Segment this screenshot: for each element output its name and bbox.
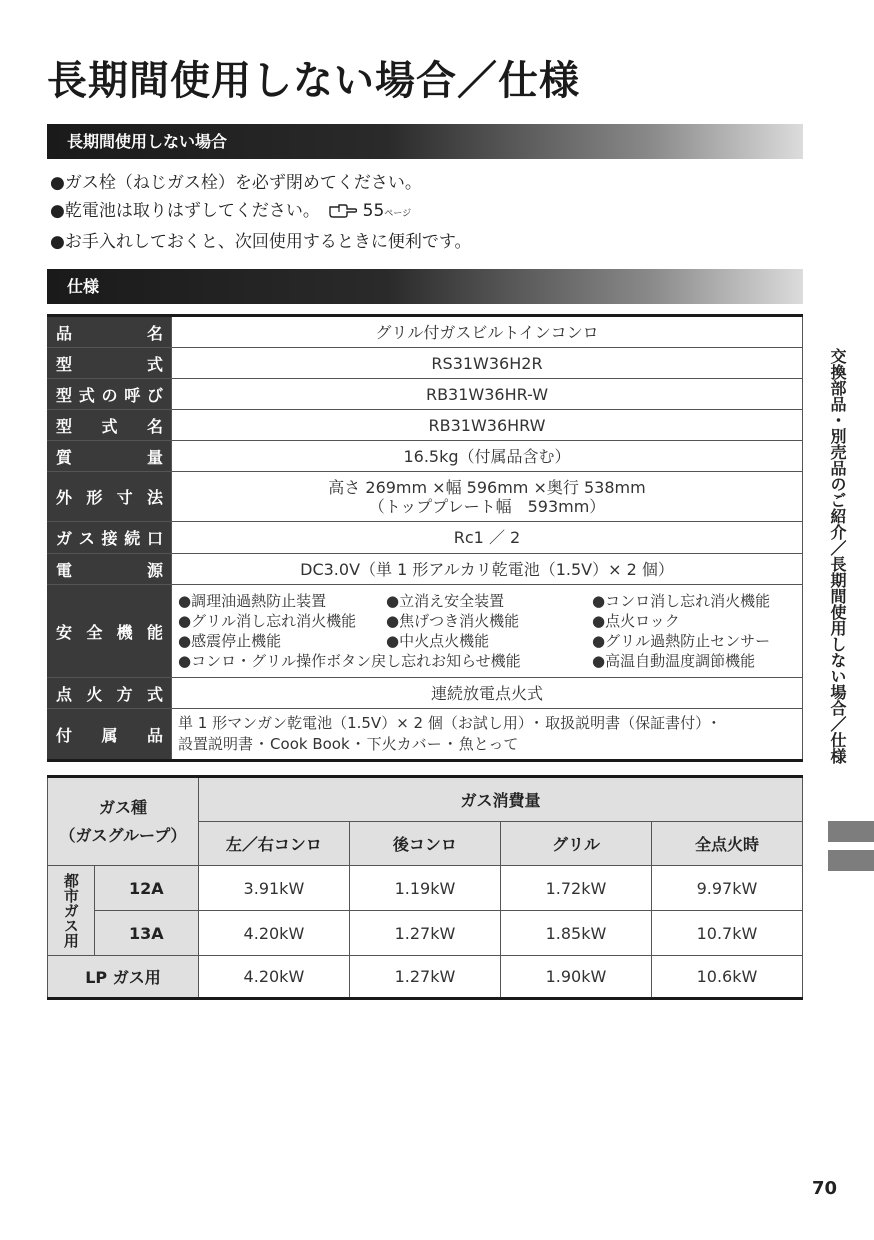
spec-label: 型 式 — [47, 348, 172, 379]
spec-label: 点 火 方 式 — [47, 678, 172, 709]
spec-row-model-name — [47, 410, 803, 441]
spec-row-gas-connection — [47, 522, 803, 554]
spec-row-accessories — [47, 709, 803, 761]
dimensions-line: 高さ 269mm ×幅 596mm ×奥行 538mm — [328, 477, 646, 497]
column-header-all-burners: 全点火時 — [651, 822, 802, 866]
table-cell: 1.19kW — [349, 866, 500, 911]
spec-value: 連続放電点火式 — [172, 678, 803, 709]
spec-row-weight — [47, 441, 803, 472]
spec-value: RS31W36H2R — [172, 348, 803, 379]
table-cell: 1.90kW — [500, 956, 651, 999]
gas-group-lp: LP ガス用 — [48, 956, 199, 999]
table-cell: 10.7kW — [651, 911, 802, 956]
page-title: 長期間使用しない場合／仕様 — [47, 58, 580, 104]
spec-row-safety-features — [47, 585, 803, 678]
safety-feature: ●立消え安全装置 — [386, 592, 505, 610]
section-heading-long-term: 長期間使用しない場合 — [47, 124, 803, 159]
gas-consumption-table — [47, 775, 803, 1000]
gas-header-row — [48, 777, 803, 822]
bullet-maintenance: ●お手入れしておくと、次回使用するときに便利です。 — [50, 232, 472, 252]
spec-label: 型 式 の 呼 び — [47, 379, 172, 410]
safety-feature: ●コンロ・グリル操作ボタン戻し忘れお知らせ機能 — [178, 652, 521, 670]
table-cell: 9.97kW — [651, 866, 802, 911]
spec-row-product-name — [47, 316, 803, 348]
bullet-close-gas-valve: ●ガス栓（ねじガス栓）を必ず閉めてください。 — [50, 173, 422, 193]
table-cell: 10.6kW — [651, 956, 802, 999]
spec-value: Rc1 ／ 2 — [172, 522, 803, 554]
spec-value: DC3.0V（単 1 形アルカリ乾電池（1.5V）× 2 個） — [172, 554, 803, 585]
gas-consumption-header: ガス消費量 — [198, 777, 802, 822]
table-cell: 1.27kW — [349, 956, 500, 999]
spec-label: 型 式 名 — [47, 410, 172, 441]
spec-label: 付 属 品 — [47, 709, 172, 761]
gas-type-header: ガス種 （ガスグループ） — [48, 777, 199, 866]
accessories-line: 設置説明書 ･ Cook Book ･ 下火カバー ･ 魚とって — [178, 735, 519, 753]
table-cell: 1.72kW — [500, 866, 651, 911]
bullet-remove-batteries-text: ●乾電池は取りはずしてください。 — [50, 201, 320, 221]
spec-label: ガ ス 接 続 口 — [47, 522, 172, 554]
spec-label: 外 形 寸 法 — [47, 472, 172, 522]
spec-table — [47, 314, 803, 762]
spec-value — [172, 472, 803, 522]
spec-label: 質 量 — [47, 441, 172, 472]
gas-group-13a: 13A — [94, 911, 198, 956]
spec-value: RB31W36HRW — [172, 410, 803, 441]
section-heading-spec: 仕様 — [47, 269, 803, 304]
chapter-tab-mark — [828, 850, 874, 871]
page-number: 70 — [812, 1178, 838, 1199]
accessories-line: 単 1 形マンガン乾電池（1.5V）× 2 個（お試し用）･ 取扱説明書（保証書付）･ — [178, 714, 718, 732]
safety-feature: ●焦げつき消火機能 — [386, 612, 520, 630]
pointing-hand-icon — [329, 204, 357, 218]
spec-value: グリル付ガスビルトインコンロ — [172, 316, 803, 348]
table-cell: 3.91kW — [198, 866, 349, 911]
spec-label: 品 名 — [47, 316, 172, 348]
table-row — [48, 866, 803, 911]
spec-row-ignition — [47, 678, 803, 709]
table-cell: 4.20kW — [198, 911, 349, 956]
table-cell: 1.27kW — [349, 911, 500, 956]
column-header-left-right-burner: 左／右コンロ — [198, 822, 349, 866]
spec-label: 安 全 機 能 — [47, 585, 172, 678]
spec-row-power — [47, 554, 803, 585]
safety-feature-list — [178, 591, 802, 671]
bullet-remove-batteries — [50, 197, 471, 228]
spec-row-dimensions — [47, 472, 803, 522]
safety-feature: ●感震停止機能 — [178, 632, 282, 650]
safety-feature: ●中火点火機能 — [386, 632, 490, 650]
reference-page-unit: ページ — [384, 209, 412, 219]
reference-page-number: 55 — [362, 201, 385, 221]
chapter-tab-mark — [828, 821, 874, 842]
gas-group-12a: 12A — [94, 866, 198, 911]
side-chapter-tab: 交換部品・別売品のご紹介／長期間使用しない場合／仕様 — [828, 348, 847, 764]
spec-value: RB31W36HR-W — [172, 379, 803, 410]
spec-value — [172, 585, 803, 678]
safety-feature: ●グリル過熱防止センサー — [592, 632, 771, 650]
city-gas-label: 都市ガス用 — [48, 866, 95, 956]
safety-feature: ●コンロ消し忘れ消火機能 — [592, 592, 771, 610]
safety-feature: ●調理油過熱防止装置 — [178, 592, 327, 610]
table-row — [48, 911, 803, 956]
safety-feature: ●点火ロック — [592, 612, 680, 630]
spec-value — [172, 709, 803, 761]
spec-value: 16.5kg（付属品含む） — [172, 441, 803, 472]
top-plate-width-line: （トッププレート幅 593mm） — [368, 496, 606, 516]
safety-feature: ●グリル消し忘れ消火機能 — [178, 612, 357, 630]
long-term-bullets — [50, 169, 471, 256]
spec-row-model-designation — [47, 379, 803, 410]
column-header-rear-burner: 後コンロ — [349, 822, 500, 866]
column-header-grill: グリル — [500, 822, 651, 866]
safety-feature: ●高温自動温度調節機能 — [592, 652, 756, 670]
spec-label: 電 源 — [47, 554, 172, 585]
spec-row-model — [47, 348, 803, 379]
table-cell: 1.85kW — [500, 911, 651, 956]
table-cell: 4.20kW — [198, 956, 349, 999]
table-row — [48, 956, 803, 999]
